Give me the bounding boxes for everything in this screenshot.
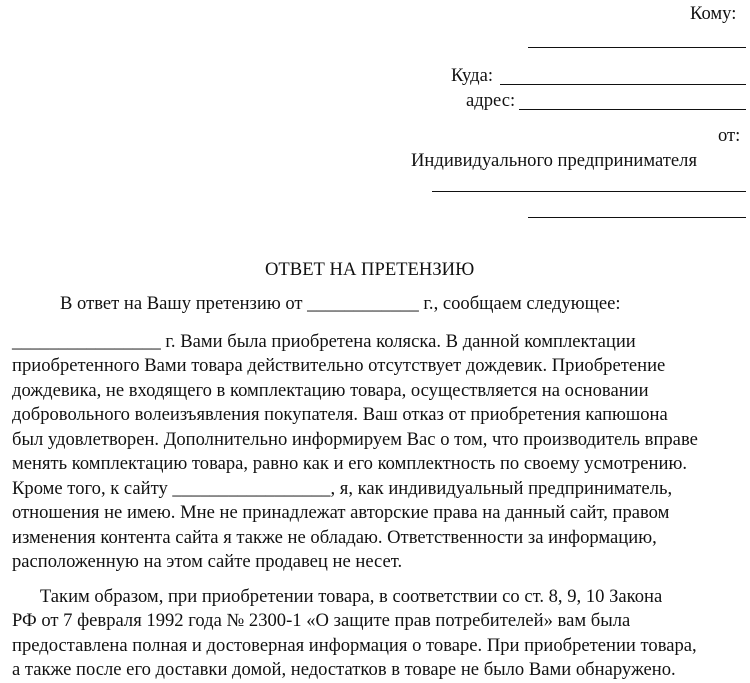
intro-line: В ответ на Вашу претензию от ____________ г., сообщаем следующее: [60, 293, 621, 314]
where-label: Куда: [451, 65, 494, 86]
where-blank-line [500, 84, 746, 85]
paragraph-line: отношения не имею. Мне не принадлежат авторские права на данный сайт, правом [12, 502, 670, 523]
from-label: от: [718, 125, 741, 146]
paragraph-line: был удовлетворен. Дополнительно информируем Вас о том, что производитель вправе [12, 429, 698, 450]
paragraph-line: дождевика, не входящего в комплектацию товара, осуществляется на основании [12, 380, 649, 401]
address-label: адрес: [466, 90, 516, 111]
paragraph-line: менять комплектацию товара, равно как и его комплектность по своему усмотрению. [12, 453, 687, 474]
paragraph-line: предоставлена полная и достоверная информация о товаре. При приобретении товара, [12, 635, 697, 656]
paragraph-line: ________________ г. Вами была приобретена коляска. В данной комплектации [12, 331, 636, 352]
paragraph-line: Кроме того, к сайту _________________, я, как индивидуальный предприниматель, [12, 478, 673, 499]
from-name: Индивидуального предпринимателя [411, 150, 697, 171]
paragraph-line: РФ от 7 февраля 1992 года № 2300-1 «О защите прав потребителей» вам была [12, 610, 631, 631]
paragraph-line: приобретенного Вами товара действительно отсутствует дождевик. Приобретение [12, 355, 666, 376]
to-label: Кому: [690, 3, 737, 24]
paragraph-line: расположенную на этом сайте продавец не несет. [12, 551, 403, 572]
paragraph-line: а также после его доставки домой, недостатков в товаре не было Вами обнаружено. [12, 659, 676, 680]
from-blank-line-1 [432, 191, 746, 192]
paragraph-line: добровольного волеизъявления покупателя. Ваш отказ от приобретения капюшона [12, 404, 668, 425]
address-blank-line [519, 109, 746, 110]
to-blank-line [528, 47, 746, 48]
paragraph-line: Таким образом, при приобретении товара, в соответствии со ст. 8, 9, 10 Закона [12, 586, 663, 607]
document-title: ОТВЕТ НА ПРЕТЕНЗИЮ [265, 259, 475, 280]
paragraph-line: изменения контента сайта я также не обладаю. Ответственности за информацию, [12, 527, 657, 548]
from-blank-line-2 [528, 217, 746, 218]
